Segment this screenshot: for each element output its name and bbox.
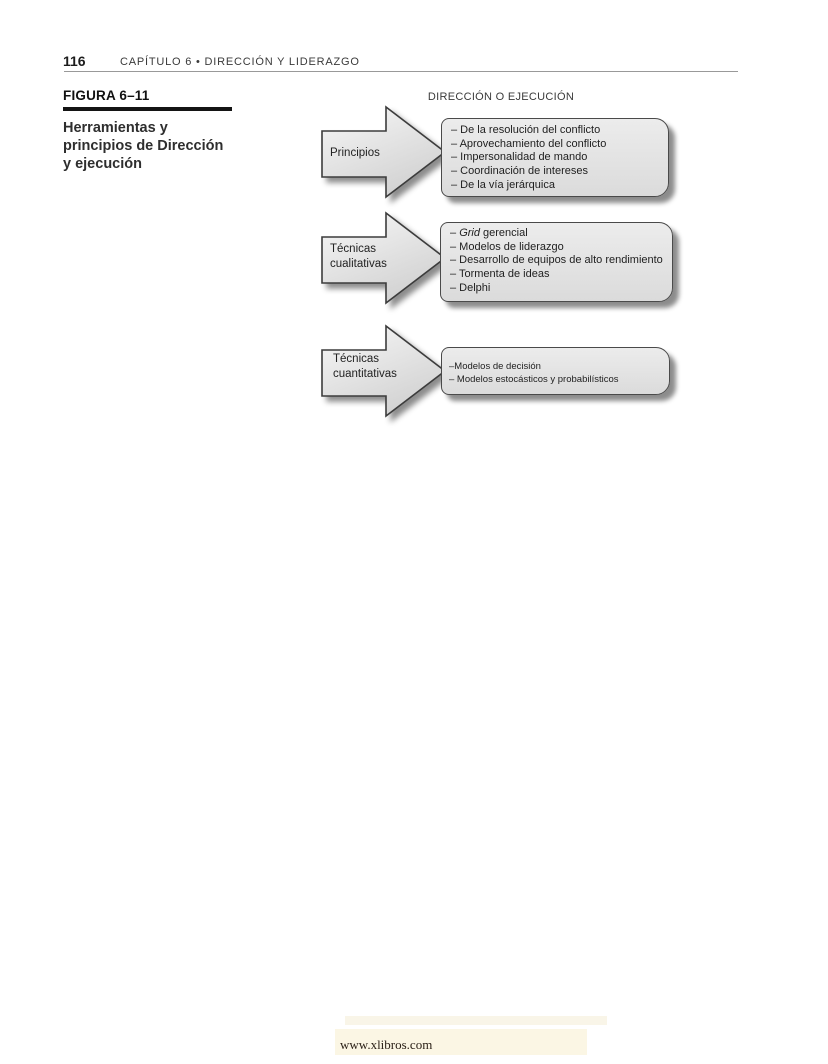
tecnicas-cualitativas-list-box	[440, 222, 673, 302]
header-rule	[64, 71, 738, 72]
arrow-label-tecnicas-cuantitativas	[333, 352, 397, 382]
list-item-text: gerencial	[479, 227, 528, 239]
arrow-label-principios	[330, 146, 380, 161]
figure-caption-line: Herramientas y	[63, 120, 168, 136]
chapter-header: CAPÍTULO 6 • DIRECCIÓN Y LIDERAZGO	[120, 56, 360, 68]
tecnicas-cuantitativas-list-box	[441, 347, 670, 395]
arrow-label-line: cualitativas	[330, 258, 387, 270]
list-item-dash: –	[450, 227, 460, 239]
list-item: – Delphi	[450, 281, 491, 294]
arrow-label-line: Técnicas	[330, 243, 377, 255]
footer-highlight-strip	[345, 1016, 607, 1025]
footer-url: www.xlibros.com	[340, 1037, 433, 1052]
principios-list-box	[441, 118, 669, 197]
list-item: – Coordinación de intereses	[451, 165, 588, 178]
list-item: – Desarrollo de equipos de alto rendimiento	[450, 254, 663, 267]
list-item	[450, 227, 668, 241]
figure-caption-line: principios de Dirección	[63, 138, 224, 154]
arrow-label-line: Técnicas	[333, 353, 380, 365]
list-item: –Modelos de decisión	[449, 361, 541, 372]
arrow-label-line: cuantitativas	[333, 368, 397, 380]
figure-label: FIGURA 6–11	[63, 88, 150, 103]
figure-caption	[63, 119, 223, 173]
arrow-label-line: Principios	[330, 147, 380, 159]
figure-caption-line: y ejecución	[63, 156, 142, 172]
figure-label-underline	[63, 107, 232, 111]
list-item: – Modelos de liderazgo	[450, 240, 564, 253]
list-item: – Modelos estocásticos y probabilísticos	[449, 374, 619, 385]
arrow-label-tecnicas-cualitativas	[330, 242, 387, 272]
list-item: – Tormenta de ideas	[450, 268, 550, 281]
list-item-italic-word: Grid	[459, 227, 480, 239]
list-item: – Aprovechamiento del conflicto	[451, 137, 607, 150]
diagram-title: DIRECCIÓN O EJECUCIÓN	[427, 91, 575, 103]
list-item: – De la vía jerárquica	[451, 178, 555, 191]
page-number: 116	[63, 53, 86, 69]
list-item: – De la resolución del conflicto	[451, 124, 601, 136]
list-item: – Impersonalidad de mando	[451, 151, 588, 164]
